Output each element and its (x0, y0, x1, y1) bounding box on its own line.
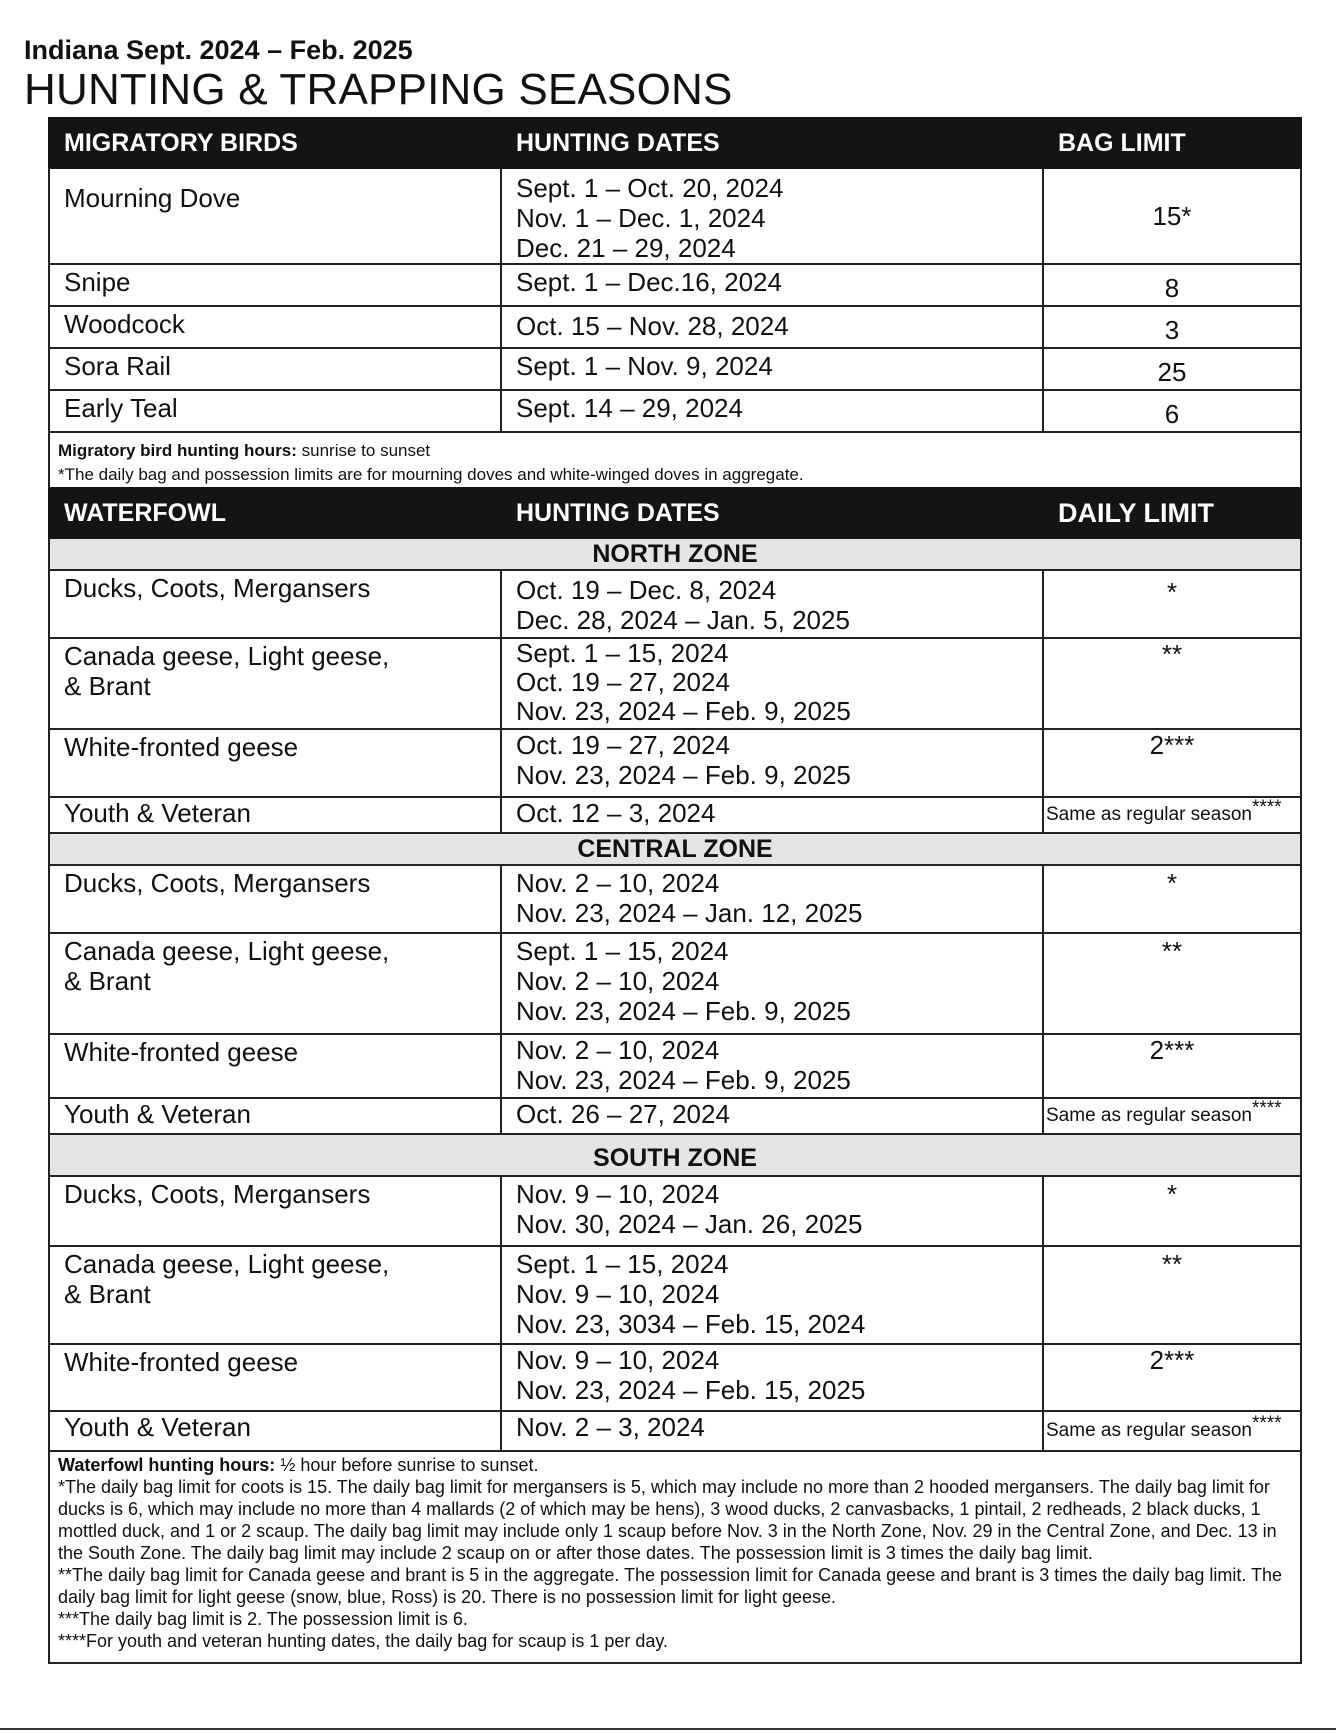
species-cell: Ducks, Coots, Mergansers (49, 865, 501, 933)
dates-cell: Sept. 1 – 15, 2024 Nov. 9 – 10, 2024 Nov. 23, 3034 – Feb. 15, 2024 (501, 1246, 1043, 1344)
migratory-footnote: *The daily bag and possession limits are for mourning doves and white-winged doves in aggregate. (58, 465, 804, 484)
table-row (49, 306, 1301, 348)
dates-cell: Oct. 19 – 27, 2024 Nov. 23, 2024 – Feb. 9, 2025 (501, 729, 1043, 797)
page-bottom-rule (0, 1728, 1336, 1730)
zone-title: SOUTH ZONE (49, 1134, 1301, 1176)
table-row (49, 1176, 1301, 1246)
limit-cell: ** (1043, 638, 1301, 729)
table-row (49, 933, 1301, 1034)
species-cell: White-fronted geese (49, 729, 501, 797)
waterfowl-header-row (49, 488, 1301, 538)
species-cell: Canada geese, Light geese, & Brant (49, 1246, 501, 1344)
limit-cell: 3 (1043, 306, 1301, 348)
waterfowl-footnote-2: **The daily bag limit for Canada geese and brant is 5 in the aggregate. The possession limit for Canada geese and brant is 3 times the daily bag limit. The daily bag limit for light geese (snow, blue, Ross) is 20. There is no possession limit for light geese. (58, 1565, 1283, 1607)
species-cell: Youth & Veteran (49, 797, 501, 833)
waterfowl-notes: Waterfowl hunting hours: ½ hour before sunrise to sunset. *The daily bag limit for coots is 15. The daily bag limit for mergansers is 5, which may include no more than 2 hooded mergansers. The daily bag limit for ducks is 6, which may include no more than 4 mallards (2 of which may be hens), 3 wood ducks, 2 canvasbacks, 1 pintail, 2 redheads, 2 black ducks, 1 mottled duck, and 1 or 2 scaup. The daily bag limit may include only 1 scaup before Nov. 3 in the North Zone, Nov. 29 in the Central Zone, and Dec. 13 in the South Zone. The daily bag limit may include 2 scaup on or after those dates. The possession limit is 3 times the daily bag limit. **The daily bag limit for Canada geese and brant is 5 in the aggregate. The possession limit for Canada geese and brant is 3 times the daily bag limit. The daily bag limit for light geese (snow, blue, Ross) is 20. There is no possession limit for light geese. ***The daily bag limit is 2. The possession limit is 6. ****For youth and veteran hunting dates, the daily bag for scaup is 1 per day. (49, 1451, 1301, 1663)
species-cell: Mourning Dove (49, 168, 501, 264)
limit-cell: ** (1043, 1246, 1301, 1344)
zone-row-south (49, 1134, 1301, 1176)
limit-cell: Same as regular season**** (1043, 797, 1301, 833)
table-row (49, 638, 1301, 729)
limit-cell: 2*** (1043, 729, 1301, 797)
species-cell: Ducks, Coots, Mergansers (49, 570, 501, 638)
dates-cell: Sept. 1 – Dec.16, 2024 (501, 264, 1043, 306)
table-row (49, 1098, 1301, 1134)
species-cell: Sora Rail (49, 348, 501, 390)
column-header-limit: BAG LIMIT (1043, 118, 1301, 168)
dates-cell: Sept. 1 – 15, 2024 Nov. 2 – 10, 2024 Nov. 23, 2024 – Feb. 9, 2025 (501, 933, 1043, 1034)
table-row (49, 797, 1301, 833)
table-row (49, 264, 1301, 306)
limit-cell: 25 (1043, 348, 1301, 390)
column-header-limit: DAILY LIMIT (1043, 488, 1301, 538)
dates-cell: Sept. 1 – 15, 2024 Oct. 19 – 27, 2024 Nov. 23, 2024 – Feb. 9, 2025 (501, 638, 1043, 729)
zone-title: NORTH ZONE (49, 538, 1301, 570)
zone-title: CENTRAL ZONE (49, 833, 1301, 865)
species-cell: White-fronted geese (49, 1344, 501, 1411)
dates-cell: Sept. 14 – 29, 2024 (501, 390, 1043, 432)
waterfowl-footnote-4: ****For youth and veteran hunting dates, the daily bag for scaup is 1 per day. (58, 1631, 669, 1651)
species-cell: Woodcock (49, 306, 501, 348)
document-subtitle: Indiana Sept. 2024 – Feb. 2025 (24, 35, 413, 65)
species-cell: Early Teal (49, 390, 501, 432)
waterfowl-notes-row (49, 1451, 1301, 1663)
table-row (49, 1246, 1301, 1344)
species-cell: Youth & Veteran (49, 1411, 501, 1451)
waterfowl-footnote-1: *The daily bag limit for coots is 15. The daily bag limit for mergansers is 5, which may include no more than 2 hooded mergansers. The daily bag limit for ducks is 6, which may include no more than 4 mallards (2 of which may be hens), 3 wood ducks, 2 canvasbacks, 1 pintail, 2 redheads, 2 black ducks, 1 mottled duck, and 1 or 2 scaup. The daily bag limit may include only 1 scaup before Nov. 3 in the North Zone, Nov. 29 in the Central Zone, and Dec. 13 in the South Zone. The daily bag limit may include 2 scaup on or after those dates. The possession limit is 3 times the daily bag limit. (58, 1477, 1277, 1563)
limit-cell: ** (1043, 933, 1301, 1034)
dates-cell: Sept. 1 – Nov. 9, 2024 (501, 348, 1043, 390)
table-row (49, 390, 1301, 432)
migratory-birds-table (48, 117, 1302, 493)
species-cell: Youth & Veteran (49, 1098, 501, 1134)
table-row (49, 1411, 1301, 1451)
table-row (49, 1034, 1301, 1098)
dates-cell: Nov. 2 – 3, 2024 (501, 1411, 1043, 1451)
column-header-species: WATERFOWL (49, 488, 501, 538)
table-row (49, 729, 1301, 797)
migratory-notes-row (49, 432, 1301, 492)
migratory-notes: Migratory bird hunting hours: sunrise to sunset *The daily bag and possession limits are for mourning doves and white-winged doves in aggregate. (49, 432, 1301, 492)
dates-cell: Nov. 9 – 10, 2024 Nov. 23, 2024 – Feb. 15, 2025 (501, 1344, 1043, 1411)
limit-cell: * (1043, 570, 1301, 638)
dates-cell: Nov. 2 – 10, 2024 Nov. 23, 2024 – Feb. 9, 2025 (501, 1034, 1043, 1098)
limit-cell: 6 (1043, 390, 1301, 432)
limit-cell: 15* (1043, 168, 1301, 264)
column-header-dates: HUNTING DATES (501, 488, 1043, 538)
dates-cell: Oct. 12 – 3, 2024 (501, 797, 1043, 833)
species-cell: White-fronted geese (49, 1034, 501, 1098)
limit-cell: 2*** (1043, 1344, 1301, 1411)
dates-cell: Sept. 1 – Oct. 20, 2024 Nov. 1 – Dec. 1, 2024 Dec. 21 – 29, 2024 (501, 168, 1043, 264)
species-cell: Canada geese, Light geese, & Brant (49, 933, 501, 1034)
limit-cell: Same as regular season**** (1043, 1098, 1301, 1134)
zone-row-north (49, 538, 1301, 570)
species-cell: Canada geese, Light geese, & Brant (49, 638, 501, 729)
table-row (49, 1344, 1301, 1411)
document-header (24, 34, 733, 114)
dates-cell: Nov. 2 – 10, 2024 Nov. 23, 2024 – Jan. 12, 2025 (501, 865, 1043, 933)
column-header-dates: HUNTING DATES (501, 118, 1043, 168)
dates-cell: Oct. 19 – Dec. 8, 2024 Dec. 28, 2024 – Jan. 5, 2025 (501, 570, 1043, 638)
table-row (49, 865, 1301, 933)
zone-row-central (49, 833, 1301, 865)
table-row (49, 348, 1301, 390)
limit-cell: * (1043, 865, 1301, 933)
migratory-header-row (49, 118, 1301, 168)
document-title: HUNTING & TRAPPING SEASONS (24, 65, 733, 114)
limit-cell: * (1043, 1176, 1301, 1246)
species-cell: Ducks, Coots, Mergansers (49, 1176, 501, 1246)
dates-cell: Oct. 15 – Nov. 28, 2024 (501, 306, 1043, 348)
limit-cell: 2*** (1043, 1034, 1301, 1098)
waterfowl-table (48, 487, 1302, 1664)
table-row (49, 570, 1301, 638)
limit-cell: Same as regular season**** (1043, 1411, 1301, 1451)
dates-cell: Oct. 26 – 27, 2024 (501, 1098, 1043, 1134)
dates-cell: Nov. 9 – 10, 2024 Nov. 30, 2024 – Jan. 26, 2025 (501, 1176, 1043, 1246)
column-header-species: MIGRATORY BIRDS (49, 118, 501, 168)
table-row (49, 168, 1301, 264)
waterfowl-footnote-3: ***The daily bag limit is 2. The possession limit is 6. (58, 1609, 468, 1629)
species-cell: Snipe (49, 264, 501, 306)
limit-cell: 8 (1043, 264, 1301, 306)
